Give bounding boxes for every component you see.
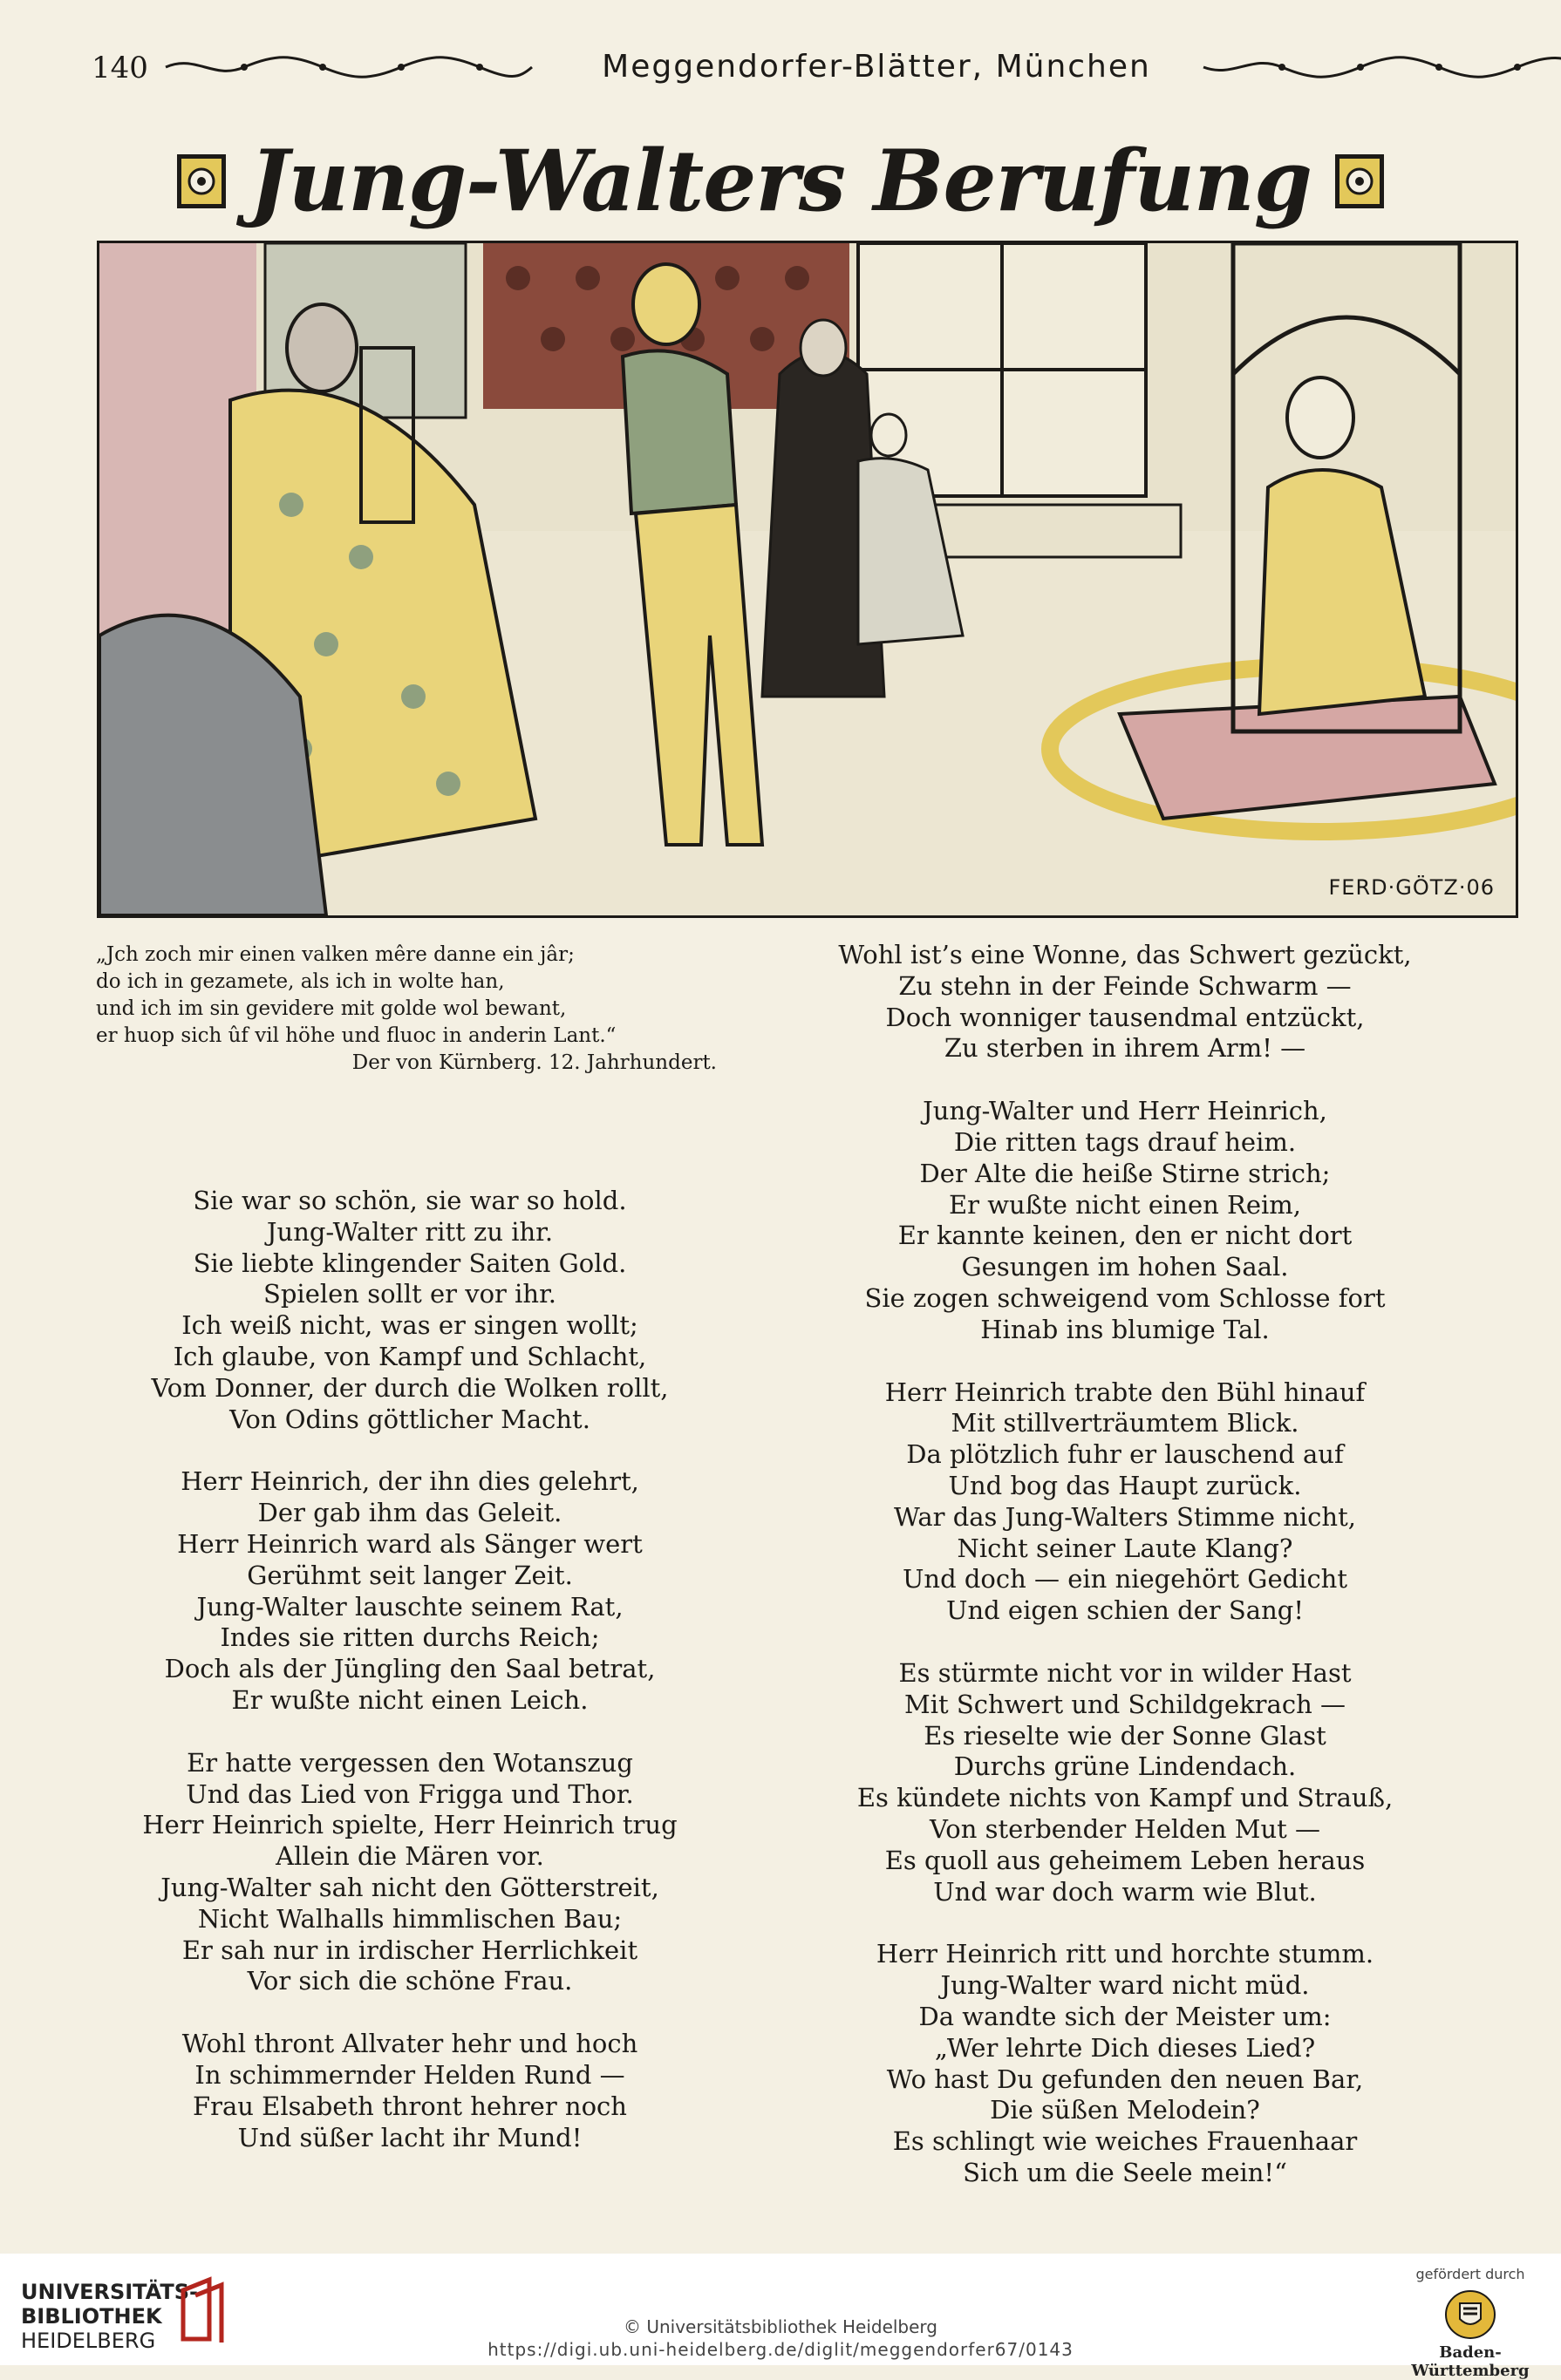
sponsor-label: gefördert durch	[1415, 2266, 1525, 2282]
verse-line: Herr Heinrich trabte den Bühl hinauf	[884, 1377, 1366, 1407]
verse-line: Herr Heinrich ward als Sänger wert	[177, 1528, 643, 1559]
page-number: 140	[92, 51, 148, 85]
stanza	[96, 1186, 724, 1435]
verse-line: Allein die Mären vor.	[276, 1841, 544, 1872]
verse-line: Und war doch warm wie Blut.	[933, 1876, 1317, 1907]
permalink-url[interactable]: https://digi.ub.uni-heidelberg.de/diglit/meggendorfer67/0143	[487, 2339, 1074, 2360]
verse-line: Zu stehn in der Feinde Schwarm —	[898, 970, 1352, 1001]
verse-line: Es quoll aus geheimem Leben heraus	[884, 1845, 1366, 1875]
verse-line: Es schlingt wie weiches Frauenhaar	[892, 2126, 1358, 2157]
verse-line: Er kannte keinen, den er nicht dort	[897, 1221, 1353, 1251]
running-title: Meggendorfer-Blätter, München	[602, 49, 1151, 85]
verse-line: Sie liebte klingender Saiten Gold.	[193, 1248, 627, 1278]
library-name-line1: UNIVERSITÄTS-	[21, 2280, 199, 2304]
verse-line: Nicht Walhalls himmlischen Bau;	[197, 1903, 623, 1934]
stanza	[785, 1939, 1465, 2188]
poem-right-column	[785, 940, 1465, 2220]
stanza	[785, 1377, 1465, 1627]
library-name-line2: BIBLIOTHEK	[21, 2304, 162, 2329]
title-ornament-left-icon	[176, 153, 227, 209]
verse-line: Der gab ihm das Geleit.	[257, 1498, 562, 1528]
verse-line: Es rieselte wie der Sonne Glast	[924, 1720, 1326, 1751]
verse-line: Sie zogen schweigend vom Schlosse fort	[864, 1282, 1386, 1313]
stanza	[96, 1748, 724, 1997]
verse-line: In schimmernder Helden Rund —	[194, 2059, 625, 2090]
verse-line: Herr Heinrich ritt und horchte stumm.	[876, 1939, 1374, 1969]
verse-line: Die ritten tags drauf heim.	[953, 1126, 1297, 1157]
left-flourish-ornament	[161, 54, 536, 80]
article-title: Jung-Walters Berufung	[249, 132, 1312, 230]
verse-line: Wohl ist’s eine Wonne, das Schwert gezückt,	[838, 940, 1412, 969]
verse-line: Frau Elsabeth thront hehrer noch	[193, 2091, 627, 2121]
right-flourish-ornament	[1199, 54, 1561, 80]
verse-line: Jung-Walter ritt zu ihr.	[266, 1216, 554, 1247]
verse-line: War das Jung-Walters Stimme nicht,	[894, 1501, 1356, 1532]
verse-line: Die süßen Melodein?	[990, 2095, 1260, 2125]
verse-line: Und eigen schien der Sang!	[946, 1595, 1304, 1626]
title-block	[0, 132, 1561, 230]
stanza	[785, 940, 1465, 1064]
verse-line: Und das Lied von Frigga und Thor.	[186, 1778, 634, 1809]
illustration-artwork	[99, 243, 1516, 915]
stanza	[96, 2029, 724, 2153]
verse-line: Von Odins göttlicher Macht.	[229, 1404, 590, 1434]
verse-line: Es stürmte nicht vor in wilder Hast	[898, 1657, 1352, 1688]
verse-line: Da wandte sich der Meister um:	[918, 2001, 1332, 2031]
illustration-throne-room	[97, 241, 1518, 918]
verse-line: Herr Heinrich, der ihn dies gelehrt,	[181, 1466, 639, 1497]
epigraph-line: und ich im sin gevidere mit golde wol bewant,	[96, 997, 567, 1020]
verse-line: Zu sterben in ihrem Arm! —	[944, 1033, 1306, 1064]
artist-signature: FERD·GÖTZ·06	[1328, 875, 1495, 900]
verse-line: Doch als der Jüngling den Saal betrat,	[164, 1654, 656, 1684]
poem-left-column	[96, 1186, 724, 2185]
verse-line: Herr Heinrich spielte, Herr Heinrich trug	[142, 1810, 678, 1840]
verse-line: Gesungen im hohen Saal.	[961, 1252, 1289, 1282]
verse-line: Und süßer lacht ihr Mund!	[237, 2122, 583, 2152]
verse-line: Mit stillverträumtem Blick.	[951, 1408, 1299, 1438]
verse-line: Sie war so schön, sie war so hold.	[193, 1186, 627, 1215]
verse-line: Durchs grüne Lindendach.	[953, 1751, 1297, 1782]
verse-line: Hinab ins blumige Tal.	[980, 1314, 1270, 1344]
verse-line: Jung-Walter lauschte seinem Rat,	[196, 1591, 624, 1622]
verse-line: Doch wonniger tausendmal entzückt,	[885, 1002, 1365, 1032]
verse-line: Jung-Walter sah nicht den Götterstreit,	[160, 1872, 659, 1902]
epigraph-attribution: Der von Kürnberg. 12. Jahrhundert.	[351, 1051, 717, 1074]
verse-line: Jung-Walter und Herr Heinrich,	[923, 1096, 1327, 1126]
copyright-notice: © Universitätsbibliothek Heidelberg	[623, 2316, 937, 2337]
verse-line: Er hatte vergessen den Wotanszug	[187, 1747, 633, 1778]
stanza	[785, 1096, 1465, 1345]
verse-line: Er wußte nicht einen Leich.	[231, 1684, 589, 1715]
verse-line: Sich um die Seele mein!“	[963, 2157, 1287, 2187]
verse-line: „Wer lehrte Dich dieses Lied?	[934, 2032, 1316, 2063]
verse-line: Da plötzlich fuhr er lauschend auf	[906, 1439, 1344, 1470]
verse-line: Er wußte nicht einen Reim,	[948, 1189, 1302, 1220]
digitization-footer	[0, 2254, 1561, 2380]
coat-of-arms-icon	[1444, 2289, 1496, 2340]
verse-line: Vom Donner, der durch die Wolken rollt,	[151, 1372, 669, 1403]
title-ornament-right-icon	[1334, 153, 1385, 209]
verse-line: Wohl thront Allvater hehr und hoch	[181, 2029, 638, 2059]
library-name-line3: HEIDELBERG	[21, 2329, 156, 2353]
epigraph-line: do ich in gezamete, als ich in wolte han,	[96, 970, 505, 993]
stanza	[785, 1658, 1465, 1907]
verse-line: Ich weiß nicht, was er singen wollt;	[181, 1310, 638, 1341]
verse-line: Mit Schwert und Schildgekrach —	[904, 1689, 1346, 1719]
epigraph-line: er huop sich ûf vil höhe und fluoc in anderin Lant.“	[96, 1024, 617, 1047]
verse-line: Wo hast Du gefunden den neuen Bar,	[886, 2064, 1364, 2094]
stanza	[96, 1466, 724, 1716]
verse-line: Nicht seiner Laute Klang?	[957, 1533, 1293, 1563]
verse-line: Der Alte die heiße Stirne strich;	[919, 1158, 1331, 1188]
page-header	[92, 45, 1509, 89]
verse-line: Gerühmt seit langer Zeit.	[247, 1560, 573, 1590]
verse-line: Er sah nur in irdischer Herrlichkeit	[181, 1935, 638, 1965]
verse-line: Von sterbender Helden Mut —	[930, 1813, 1320, 1844]
verse-line: Ich glaube, von Kampf und Schlacht,	[173, 1341, 647, 1371]
epigraph	[96, 942, 724, 1077]
sponsor-name: Baden-Württemberg	[1411, 2343, 1530, 2380]
verse-line: Jung-Walter ward nicht müd.	[940, 1970, 1310, 2001]
verse-line: Indes sie ritten durchs Reich;	[220, 1622, 600, 1653]
verse-line: Spielen sollt er vor ihr.	[263, 1279, 556, 1309]
verse-line: Vor sich die schöne Frau.	[247, 1966, 573, 1996]
epigraph-line: „Jch zoch mir einen valken mêre danne ein jâr;	[96, 943, 575, 966]
verse-line: Und doch — ein niegehört Gedicht	[902, 1564, 1348, 1595]
sponsor-block[interactable]	[1401, 2266, 1540, 2380]
verse-line: Und bog das Haupt zurück.	[948, 1470, 1302, 1500]
verse-line: Es kündete nichts von Kampf und Strauß,	[856, 1783, 1394, 1813]
